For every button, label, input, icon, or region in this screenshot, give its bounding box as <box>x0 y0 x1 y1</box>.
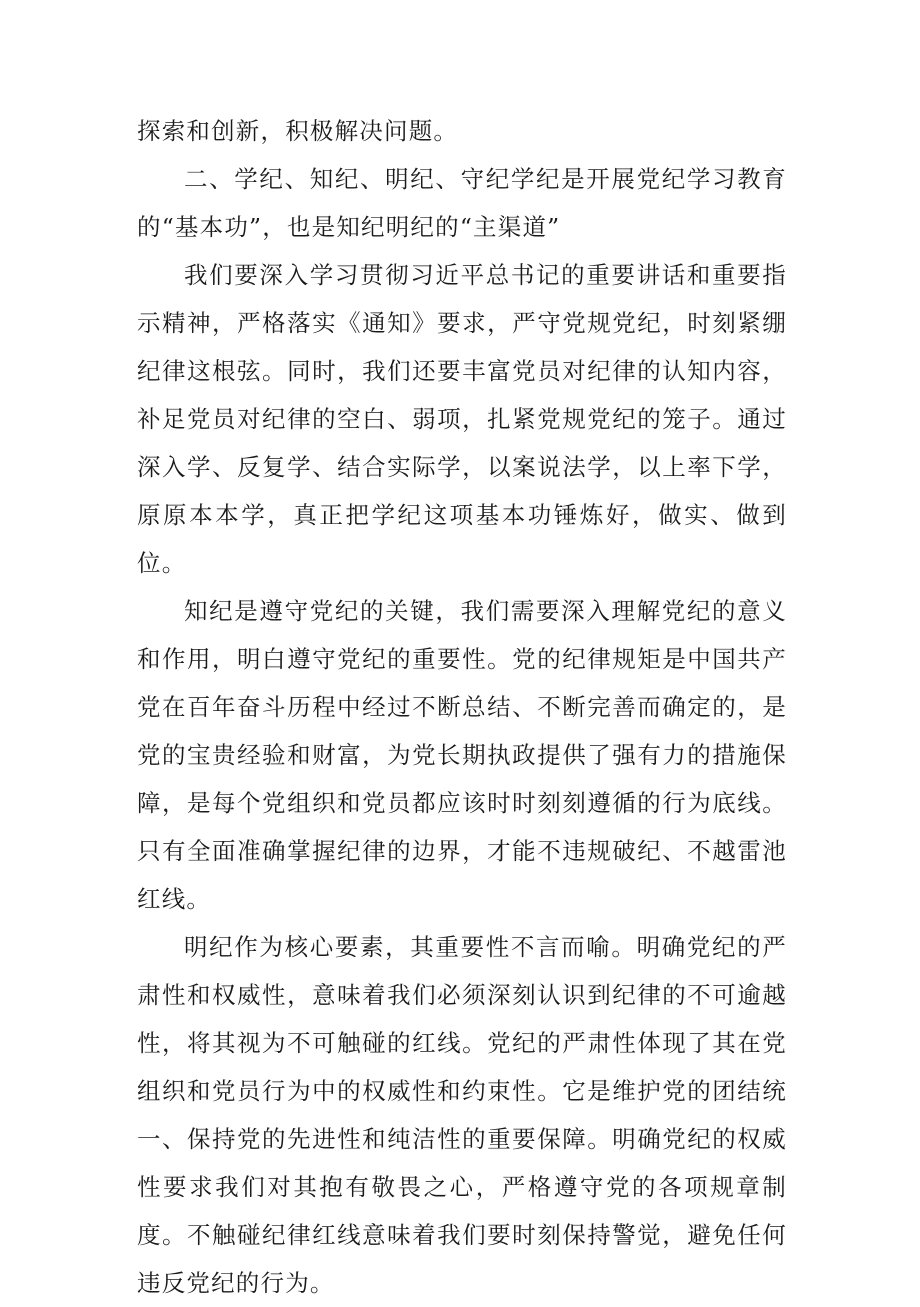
paragraph-clarify-discipline: 明纪作为核心要素，其重要性不言而喻。明确党纪的严肃性和权威性，意味着我们必须深刻认识到纪律的不可逾越性，将其视为不可触碰的红线。党纪的严肃性体现了其在党组织和党员行为中的权威性和约束性。它是维护党的团结统一、保持党的先进性和纯洁性的重要保障。明确党纪的权威性要求我们对其抱有敬畏之心，严格遵守党的各项规章制度。不触碰纪律红线意味着我们要时刻保持警觉，避免任何违反党纪的行为。 <box>137 933 787 1297</box>
paragraph-know-discipline: 知纪是遵守党纪的关键，我们需要深入理解党纪的意义和作用，明白遵守党纪的重要性。党的纪律规矩是中国共产党在百年奋斗历程中经过不断总结、不断完善而确定的，是党的宝贵经验和财富，为党长期执政提供了强有力的措施保障，是每个党组织和党员都应该时时刻刻遵循的行为底线。只有全面准确掌握纪律的边界，才能不违规破纪、不越雷池红线。 <box>137 597 787 913</box>
document-body <box>137 107 787 1307</box>
section-heading: 二、学纪、知纪、明纪、守纪学纪是开展党纪学习教育的“基本功”，也是知纪明纪的“主渠道” <box>137 165 787 241</box>
paragraph-continuation: 探索和创新，积极解决问题。 <box>137 117 459 145</box>
paragraph-study-discipline: 我们要深入学习贯彻习近平总书记的重要讲话和重要指示精神，严格落实《通知》要求，严守党规党纪，时刻紧绷纪律这根弦。同时，我们还要丰富党员对纪律的认知内容，补足党员对纪律的空白、弱项，扎紧党规党纪的笼子。通过深入学、反复学、结合实际学，以案说法学，以上率下学，原原本本学，真正把学纪这项基本功锤炼好，做实、做到位。 <box>137 261 787 577</box>
